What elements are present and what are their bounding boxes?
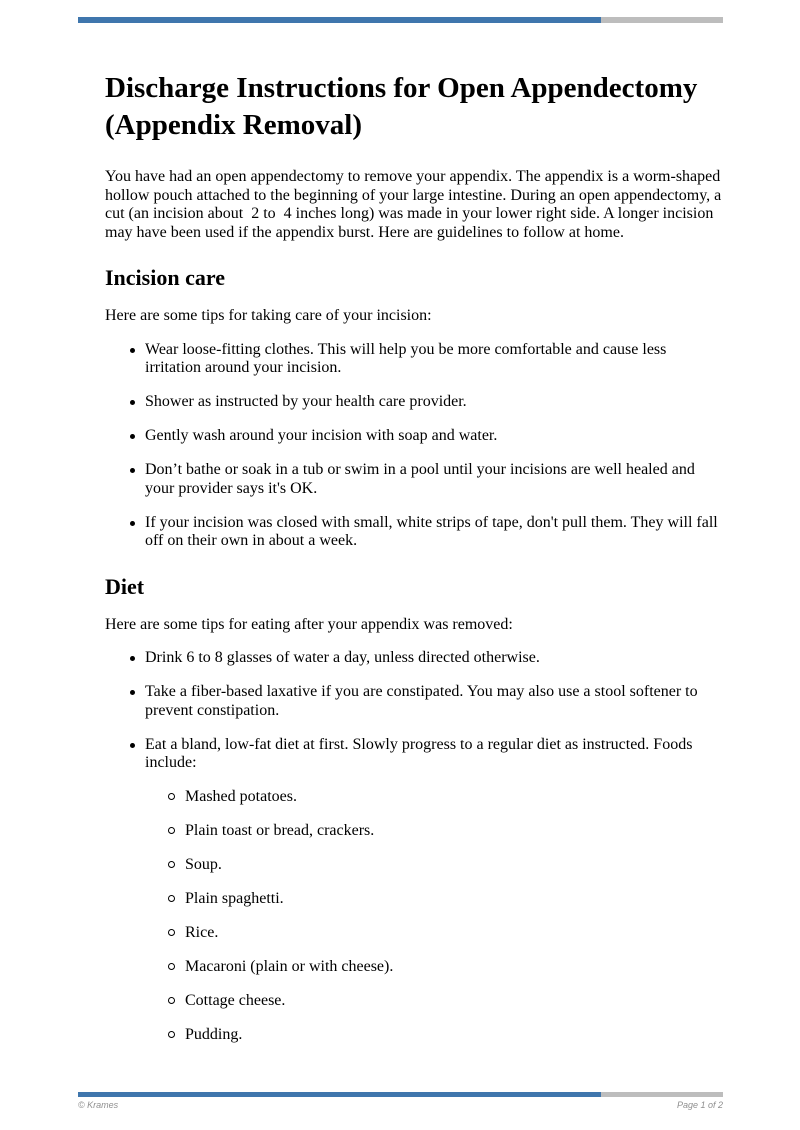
bullet-dot-icon — [130, 434, 135, 439]
sublist-item-text: Macaroni (plain or with cheese). — [185, 957, 394, 975]
diet-list — [105, 649, 723, 1044]
list-item — [105, 683, 723, 720]
sublist-item — [145, 1026, 723, 1045]
list-item-text: If your incision was closed with small, white strips of tape, don't pull them. They will fall off on their own in about a week. — [145, 513, 718, 549]
list-item — [105, 461, 723, 498]
sublist-item — [145, 958, 723, 977]
incision-care-lead: Here are some tips for taking care of your incision: — [105, 307, 432, 324]
sublist-item-text: Plain spaghetti. — [185, 889, 284, 907]
list-item-text: Gently wash around your incision with soap and water. — [145, 427, 498, 444]
footer-accent-bar — [78, 1092, 723, 1097]
sublist-item-text: Cottage cheese. — [185, 991, 286, 1009]
bullet-circle-icon — [168, 1031, 175, 1038]
document-body — [0, 23, 800, 1060]
list-item — [105, 514, 723, 551]
list-item — [105, 393, 723, 412]
sublist-item-text: Pudding. — [185, 1025, 243, 1043]
bullet-dot-icon — [130, 348, 135, 353]
list-item — [105, 427, 723, 446]
footer-text-row — [78, 1100, 723, 1110]
copyright-text: © Krames — [78, 1100, 119, 1110]
intro-paragraph: You have had an open appendectomy to remove your appendix. The appendix is a worm-shaped hollow pouch attached to the beginning of your large intestine. During an open appendectomy, a cut (an incision about 2 to 4 inches long) was made in your lower right side. A longer incision may have been used if the appendix burst. Here are guidelines to follow at home. — [105, 168, 726, 241]
bullet-dot-icon — [130, 690, 135, 695]
page-footer — [78, 1092, 723, 1110]
bullet-circle-icon — [168, 997, 175, 1004]
footer-accent-bar-blue-segment — [78, 1092, 601, 1097]
bullet-dot-icon — [130, 468, 135, 473]
sublist-item — [145, 856, 723, 875]
sublist-item — [145, 924, 723, 943]
sublist-item-text: Rice. — [185, 923, 219, 941]
section-heading-diet: Diet — [105, 573, 145, 599]
sublist-item-text: Soup. — [185, 855, 222, 873]
page-number: Page 1 of 2 — [676, 1100, 723, 1110]
bullet-dot-icon — [130, 521, 135, 526]
list-item-text: Shower as instructed by your health care provider. — [145, 393, 467, 410]
bullet-dot-icon — [130, 743, 135, 748]
list-item-text: Wear loose-fitting clothes. This will help you be more comfortable and cause less irritation around your incision. — [145, 340, 667, 376]
bullet-circle-icon — [168, 963, 175, 970]
page-title: Discharge Instructions for Open Appendectomy (Appendix Removal) — [105, 72, 698, 141]
sublist-item-text: Mashed potatoes. — [185, 787, 297, 805]
sublist-item — [145, 992, 723, 1011]
incision-care-list — [105, 341, 723, 551]
list-item — [105, 736, 723, 1045]
list-item — [105, 341, 723, 378]
sublist-item — [145, 890, 723, 909]
diet-lead: Here are some tips for eating after your appendix was removed: — [105, 615, 513, 633]
bullet-dot-icon — [130, 400, 135, 405]
list-item-text: Take a fiber-based laxative if you are constipated. You may also use a stool softener to prevent constipation. — [145, 683, 698, 719]
list-item — [105, 649, 723, 668]
list-item-text: Drink 6 to 8 glasses of water a day, unless directed otherwise. — [145, 649, 540, 666]
bullet-circle-icon — [168, 861, 175, 868]
foods-sublist — [145, 788, 723, 1045]
bullet-circle-icon — [168, 793, 175, 800]
list-item-text: Don’t bathe or soak in a tub or swim in a pool until your incisions are well healed and your provider says it's OK. — [145, 461, 695, 497]
sublist-item — [145, 822, 723, 841]
section-heading-incision-care: Incision care — [105, 265, 225, 290]
bullet-dot-icon — [130, 656, 135, 661]
footer-accent-bar-gray-segment — [601, 1092, 723, 1097]
sublist-item — [145, 788, 723, 807]
bullet-circle-icon — [168, 929, 175, 936]
sublist-item-text: Plain toast or bread, crackers. — [185, 821, 375, 839]
list-item-text: Eat a bland, low-fat diet at first. Slowly progress to a regular diet as instructed. Foods include: — [145, 735, 693, 771]
bullet-circle-icon — [168, 895, 175, 902]
bullet-circle-icon — [168, 827, 175, 834]
